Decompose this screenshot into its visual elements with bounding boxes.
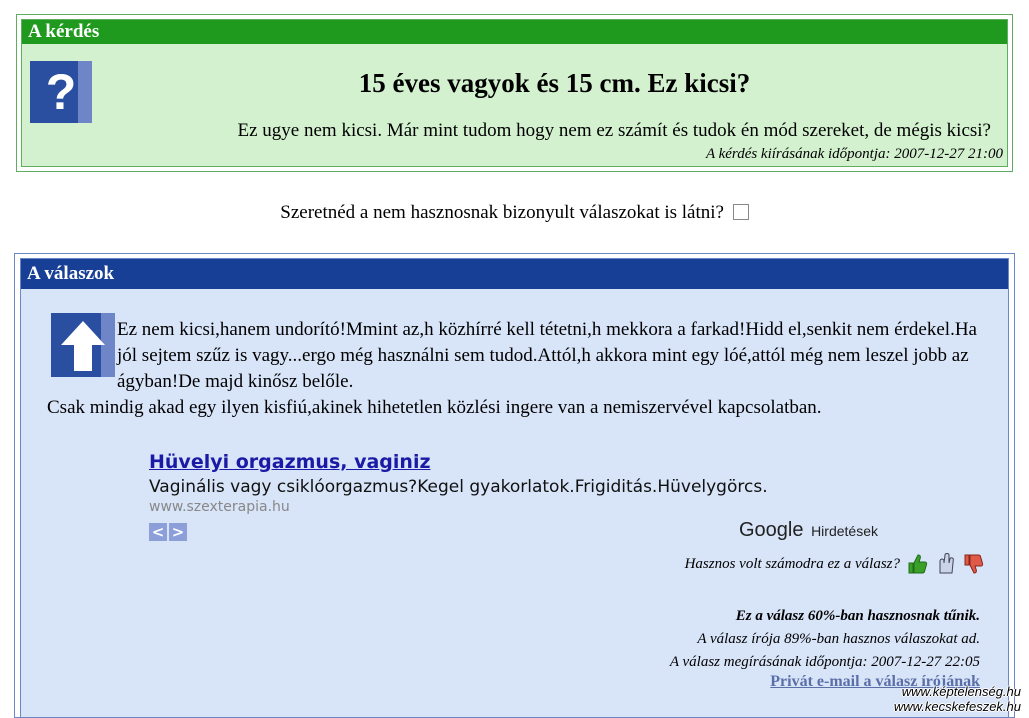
ad-next-button[interactable]: > <box>169 523 187 541</box>
google-ads-text: Hirdetések <box>811 523 878 539</box>
google-logo: Google <box>739 519 804 541</box>
question-inner <box>21 19 1008 167</box>
ad-prev-button[interactable]: < <box>149 523 167 541</box>
ad-block <box>149 451 768 541</box>
question-timestamp: A kérdés kiírásának időpontja: 2007-12-27 21:00 <box>705 146 1003 162</box>
answers-panel <box>14 253 1015 718</box>
private-email-link[interactable]: Privát e-mail a válasz írójának <box>770 673 980 690</box>
ad-title-link[interactable]: Hüvelyi orgazmus, vaginiz <box>149 451 431 473</box>
question-body: Ez ugye nem kicsi. Már mint tudom hogy nem ez számít és tudok én mód szereket, de mégis kicsi? <box>237 120 991 141</box>
watermark-line-2: www.kecskefeszek.hu <box>893 699 1021 714</box>
ad-nav <box>149 523 768 541</box>
answer-text <box>47 317 984 421</box>
watermark <box>894 684 1021 714</box>
ad-url[interactable]: www.szexterapia.hu <box>149 499 290 515</box>
answer-usefulness: Ez a válasz 60%-ban hasznosnak tűnik. <box>735 608 980 624</box>
show-unhelpful-label: Szeretnéd a nem hasznosnak bizonyult válaszokat is látni? <box>280 202 724 223</box>
answer-text-extra: Csak mindig akad egy ilyen kisfiú,akinek hihetetlen közlési ingere van a nemiszervével kapcsolatban. <box>47 397 822 418</box>
show-unhelpful-row <box>0 202 1029 224</box>
pointing-hand-icon[interactable] <box>934 553 956 575</box>
useful-question: Hasznos volt számodra ez a válasz? <box>684 555 900 572</box>
author-usefulness: A válasz írója 89%-ban hasznos válaszokat ad. <box>697 631 980 647</box>
question-header: A kérdés <box>22 20 1007 44</box>
answers-header: A válaszok <box>21 259 1008 289</box>
question-mark-icon: ? <box>30 61 92 123</box>
google-ads-label[interactable] <box>739 519 878 542</box>
ad-description: Vaginális vagy csiklóorgazmus?Kegel gyakorlatok.Frigiditás.Hüvelygörcs. <box>149 477 768 497</box>
answer-timestamp: A válasz megírásának időpontja: 2007-12-27 22:05 <box>669 654 980 670</box>
show-unhelpful-checkbox[interactable] <box>733 204 749 220</box>
answers-inner <box>20 258 1009 717</box>
watermark-line-1: www.képtelenség.hu <box>901 684 1021 699</box>
answer-stats <box>670 605 980 674</box>
thumbs-up-icon[interactable] <box>906 553 928 575</box>
thumbs-down-icon[interactable] <box>962 553 984 575</box>
answer-text-main: Ez nem kicsi,hanem undorító!Mmint az,h közhírré kell tétetni,h mekkora a farkad!Hidd el,senkit nem érdekel.Ha jól sejtem szűz is vagy...ergo még használni sem tudod.Attól,h akkora mint egy lóé,attól még nem leszel jobb az ágyban!De majd kinősz belőle. <box>117 319 977 392</box>
question-panel <box>16 14 1013 172</box>
useful-rating <box>685 553 984 575</box>
question-title: 15 éves vagyok és 15 cm. Ez kicsi? <box>358 68 751 98</box>
